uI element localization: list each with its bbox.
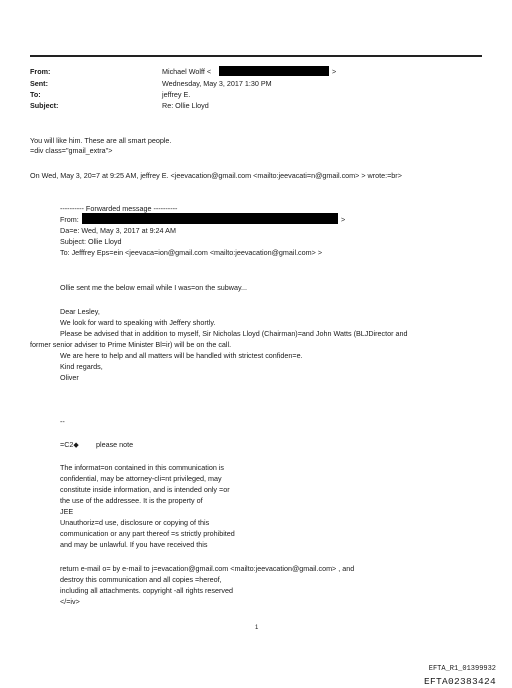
to-value: jeffrey E. [162,90,191,99]
disclaimer-line: the use of the addressee. It is the property of [60,496,203,505]
forwarded-header: ---------- Forwarded message ---------- [60,204,178,213]
footer-id-2: EFTA02383424 [423,676,496,687]
forwarded-date: Da=e: Wed, May 3, 2017 at 9:24 AM [60,226,176,235]
sig-code: =C2◆ [60,440,79,449]
disclaimer-line: JEE [60,507,74,516]
from-value: Michael Wolff < [162,67,212,76]
disclaimer-line: The informat=on contained in this communication is [60,463,224,472]
disclaimer-line: confidential, may be attorney-cli=nt privileged, may [60,474,222,483]
subject-value: Re: Ollie Lloyd [162,101,209,110]
return-line: return e-mail o= by e-mail to j=evacation@gmail.com <mailto:jeevacation@gmail.com> , and [60,564,355,573]
quoted-header: On Wed, May 3, 20=7 at 9:25 AM, jeffrey E. <jeevacation@gmail.com <mailto:jeevacati=n@gmail.com> > wrote:=br> [30,171,402,180]
forwarded-redaction-bar [82,213,338,224]
body-line-2: =div class="gmail_extra"> [30,146,113,155]
message-p1: We look for ward to speaking with Jeffery shortly. [60,318,216,327]
return-line: including all attachments. copyright -all rights reserved [60,586,233,595]
message-intro: Ollie sent me the below email while I was=on the subway... [60,283,248,292]
return-line: destroy this communication and all copies =hereof, [60,575,222,584]
disclaimer-line: constitute inside information, and is intended only =or [60,485,230,494]
page-number: 1 [255,625,259,631]
header-rule [30,55,482,57]
forwarded-from-tail: > [341,215,346,224]
sig-note: please note [96,440,134,449]
subject-label: Subject: [30,101,59,110]
message-signature: Oliver [60,373,79,382]
sig-dashes: -- [60,417,65,426]
to-label: To: [30,90,41,99]
redaction-bar [219,66,329,76]
message-closing: Kind regards, [60,362,103,371]
message-p2a: Please be advised that in addition to myself, Sir Nicholas Lloyd (Chairman)=and John Watts (BLJDirector and [60,329,408,338]
message-p3: We are here to help and all matters will be handled with strictest confiden=e. [60,351,303,360]
forwarded-from: From: [60,215,79,224]
from-redaction-tail: > [332,67,337,76]
message-greeting: Dear Lesley, [60,307,100,316]
forwarded-to: To: Jefffrey Eps=ein <jeevaca=ion@gmail.com <mailto:jeevacation@gmail.com> > [60,248,323,257]
sent-value: Wednesday, May 3, 2017 1:30 PM [162,79,272,88]
disclaimer-line: and may be unlawful. If you have received this [60,540,208,549]
footer-id-1: EFTA_R1_01399932 [428,665,496,673]
body-line-1: You will like him. These are all smart people. [30,136,172,145]
disclaimer-line: Unauthoriz=d use, disclosure or copying of this [60,518,210,527]
sent-label: Sent: [30,79,48,88]
return-line: </=iv> [60,597,80,606]
disclaimer-line: communication or any part thereof =s strictly prohibited [60,529,235,538]
message-p2b: former senior adviser to Prime Minister Bl=ir) will be on the call. [30,340,232,349]
from-label: From: [30,67,51,76]
forwarded-subject: Subject: Ollie Lloyd [60,237,122,246]
